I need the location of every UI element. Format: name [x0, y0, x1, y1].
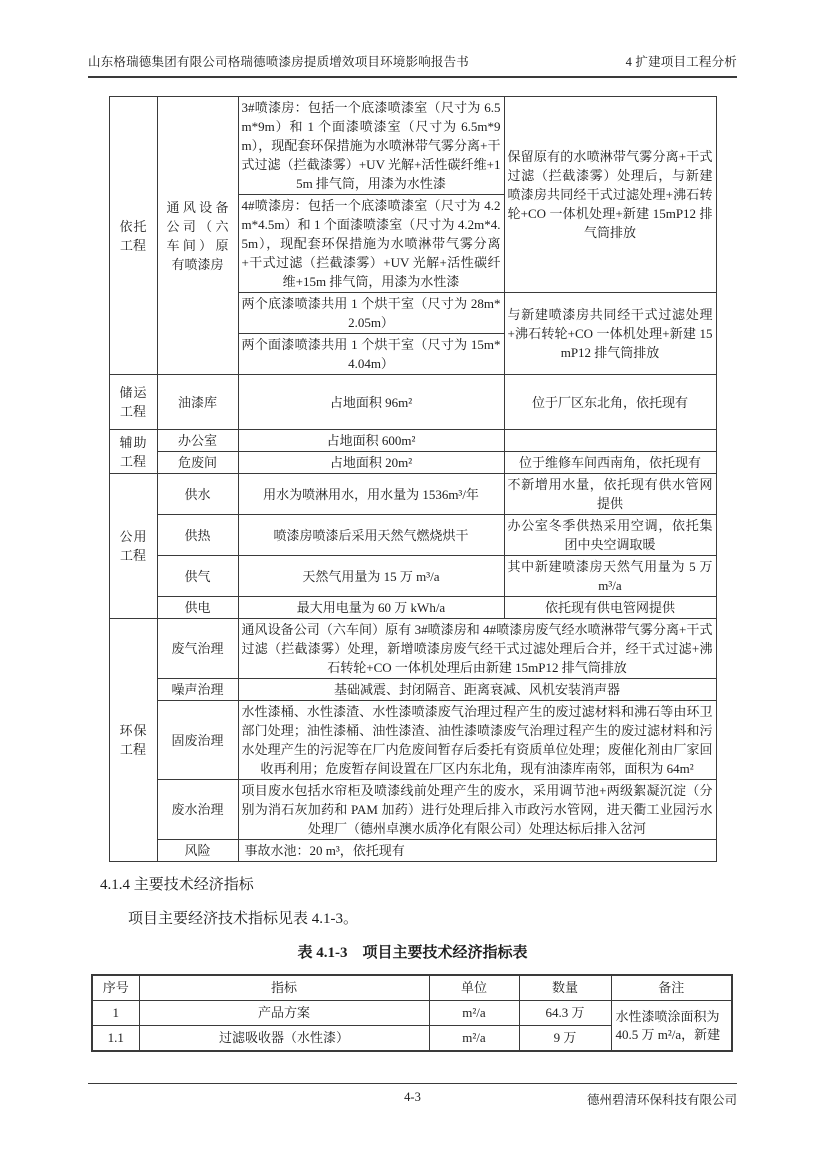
col-header-no: 序号 — [92, 975, 139, 1001]
table-row — [109, 452, 716, 474]
cell-item-paint-store: 油漆库 — [157, 375, 238, 430]
cell-item-hazwaste-room: 危废间 — [157, 452, 238, 474]
cell-item-noise: 噪声治理 — [157, 679, 238, 701]
cell-booth3: 3#喷漆房：包括一个底漆喷漆室（尺寸为 6.5m*9m）和 1 个面漆喷漆室（尺寸为 6.5m*9m），现配套环保措施为水喷淋带气雾分离+干式过滤（拦截漆雾）+UV 光解+活性碳纤维+15m 排气筒，用漆为水性漆 — [238, 97, 504, 195]
cell-note — [504, 430, 716, 452]
page-content — [88, 96, 737, 1052]
cell-no: 1.1 — [92, 1026, 139, 1052]
table-row — [109, 515, 716, 556]
table-row — [109, 780, 716, 840]
col-header-remark: 备注 — [611, 975, 732, 1001]
table-caption: 表 4.1-3 项目主要技术经济指标表 — [297, 945, 528, 961]
table-row — [109, 840, 716, 862]
cell-item-waste-gas: 废气治理 — [157, 619, 238, 679]
col-header-quantity: 数量 — [519, 975, 611, 1001]
cell-content: 天然气用量为 15 万 m³/a — [238, 556, 504, 597]
table-row — [109, 679, 716, 701]
cell-content: 水性漆桶、水性漆渣、水性漆喷漆废气治理过程产生的废过滤材料和沸石等由环卫部门处理；油性漆桶、油性漆渣、油性漆喷漆废气治理过程产生的废过滤材料和污水处理产生的污泥等在厂内危废间暂存后委托有资质单位处理；废催化剂由厂家回收再利用；危废暂存间设置在厂区内东北角，现有油漆库南邻，面积为 64m² — [238, 701, 716, 780]
cell-category-utility: 公用工程 — [109, 474, 157, 619]
cell-booth4: 4#喷漆房：包括一个底漆喷漆室（尺寸为 4.2m*4.5m）和 1 个面漆喷漆室（尺寸为 4.2m*4.5m），现配套环保措施为水喷淋带气雾分离+干式过滤（拦截漆雾）+UV 光解+活性碳纤维+15m 排气筒，用漆为水性漆 — [238, 195, 504, 293]
cell-remark: 水性漆喷涂面积为 40.5 万 m²/a，新建 — [611, 1001, 732, 1052]
cell-content: 占地面积 600m² — [238, 430, 504, 452]
cell-indicator: 过滤吸收器（水性漆） — [139, 1026, 429, 1052]
cell-item-risk: 风险 — [157, 840, 238, 862]
cell-note: 位于厂区东北角，依托现有 — [504, 375, 716, 430]
cell-indicator: 产品方案 — [139, 1001, 429, 1026]
cell-item-workshop: 通风设备公司（六车间）原有喷漆房 — [157, 97, 238, 375]
table-row — [109, 375, 716, 430]
cell-no: 1 — [92, 1001, 139, 1026]
cell-content: 占地面积 20m² — [238, 452, 504, 474]
cell-quantity: 9 万 — [519, 1026, 611, 1052]
cell-content: 基础减震、封闭隔音、距离衰减、风机安装消声器 — [238, 679, 716, 701]
cell-category-environmental: 环保工程 — [109, 619, 157, 862]
table-header-row — [92, 975, 732, 1001]
cell-item-heat: 供热 — [157, 515, 238, 556]
table-row — [109, 97, 716, 195]
table-row — [109, 701, 716, 780]
cell-category-storage: 储运工程 — [109, 375, 157, 430]
cell-note: 位于维修车间西南角，依托现有 — [504, 452, 716, 474]
footer-company: 德州碧清环保科技有限公司 — [586, 1093, 737, 1107]
header-report-title: 山东格瑞德集团有限公司格瑞德喷漆房提质增效项目环境影响报告书 — [88, 55, 470, 69]
cell-note: 不新增用水量，依托现有供水管网提供 — [504, 474, 716, 515]
page-footer — [88, 1083, 737, 1105]
col-header-unit: 单位 — [429, 975, 519, 1001]
cell-content: 项目废水包括水帘柜及喷漆线前处理产生的废水，采用调节池+两级絮凝沉淀（分别为消石灰加药和 PAM 加药）进行处理后排入市政污水管网，进天衢工业园污水处理厂（德州卓澳水质净化有限公司）处理达标后排入岔河 — [238, 780, 716, 840]
cell-item-gas: 供气 — [157, 556, 238, 597]
cell-note-new: 与新建喷漆房共同经干式过滤处理+沸石转轮+CO 一体机处理+新建 15mP12 排气筒排放 — [504, 293, 716, 375]
indicator-table — [91, 974, 733, 1052]
project-overview-table — [109, 96, 717, 862]
cell-dry-room-1: 两个底漆喷漆共用 1 个烘干室（尺寸为 28m*2.05m） — [238, 293, 504, 334]
page-number: 4-3 — [404, 1090, 421, 1104]
table-row — [109, 430, 716, 452]
cell-note: 其中新建喷漆房天然气用量为 5 万 m³/a — [504, 556, 716, 597]
cell-note: 依托现有供电管网提供 — [504, 597, 716, 619]
cell-content: 喷漆房喷漆后采用天然气燃烧烘干 — [238, 515, 504, 556]
cell-unit: m²/a — [429, 1026, 519, 1052]
cell-unit: m²/a — [429, 1001, 519, 1026]
table-row — [109, 474, 716, 515]
col-header-indicator: 指标 — [139, 975, 429, 1001]
cell-item-water: 供水 — [157, 474, 238, 515]
cell-category-rely: 依托工程 — [109, 97, 157, 375]
section-paragraph: 项目主要经济技术指标见表 4.1-3。 — [128, 911, 358, 927]
table-row — [109, 619, 716, 679]
table-row — [109, 556, 716, 597]
cell-category-auxiliary: 辅助工程 — [109, 430, 157, 474]
cell-note-retain: 保留原有的水喷淋带气雾分离+干式过滤（拦截漆雾）处理后，与新建喷漆房共同经干式过滤处理+沸石转轮+CO 一体机处理+新建 15mP12 排气筒排放 — [504, 97, 716, 293]
cell-note: 办公室冬季供热采用空调，依托集团中央空调取暖 — [504, 515, 716, 556]
cell-dry-room-2: 两个面漆喷漆共用 1 个烘干室（尺寸为 15m*4.04m） — [238, 334, 504, 375]
page-header — [88, 52, 737, 78]
cell-content: 用水为喷淋用水，用水量为 1536m³/年 — [238, 474, 504, 515]
cell-content: 事故水池：20 m³，依托现有 — [238, 840, 716, 862]
cell-quantity: 64.3 万 — [519, 1001, 611, 1026]
section-heading: 4.1.4 主要技术经济指标 — [100, 877, 254, 893]
cell-content: 最大用电量为 60 万 kWh/a — [238, 597, 504, 619]
header-chapter-title: 4 扩建项目工程分析 — [625, 55, 737, 69]
cell-item-power: 供电 — [157, 597, 238, 619]
table-row — [109, 597, 716, 619]
table-row — [92, 1001, 732, 1026]
cell-item-office: 办公室 — [157, 430, 238, 452]
cell-item-solid-waste: 固废治理 — [157, 701, 238, 780]
cell-content: 通风设备公司（六车间）原有 3#喷漆房和 4#喷漆房废气经水喷淋带气雾分离+干式过滤（拦截漆雾）处理，新增喷漆房废气经干式过滤处理后合并，经干式过滤+沸石转轮+CO 一体机处理后由新建 15mP12 排气筒排放 — [238, 619, 716, 679]
cell-item-wastewater: 废水治理 — [157, 780, 238, 840]
cell-content: 占地面积 96m² — [238, 375, 504, 430]
